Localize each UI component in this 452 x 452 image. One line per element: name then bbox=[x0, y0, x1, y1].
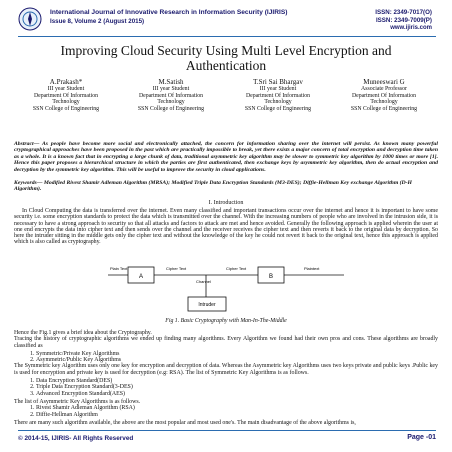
author-name: T.Sri Sai Bhargav bbox=[253, 78, 303, 86]
body-paragraph: The list of Asymmetric Key Algorithms is as follows. bbox=[14, 398, 141, 405]
ijiris-logo-icon bbox=[18, 7, 42, 31]
author-institution: SSN College of Engineering bbox=[244, 105, 312, 112]
section-heading: I. Introduction bbox=[208, 200, 244, 206]
issn-online: ISSN: 2349-7009(P) bbox=[375, 17, 432, 24]
author-dept: Department Of Information bbox=[138, 92, 204, 99]
page-footer bbox=[18, 430, 436, 447]
abstract: Abstract— As people have become more social and electronically attached, the concern for information sharing over the internet will persist. As known many powerful cryptographical approaches have been proposed in the past which are practically impossible to break, yet there exists a major concern of total encryption and decryption time taken as a whole. It is a known fact that in encrypting a large chunk of data, traditional asymmetric key algorithm may be slower to symmetric key algorithm by 1000 times or more [1]. Hence this paper proposes a hierarchical structure in which the parties are first authenticated, then exchange keys by asymmetric key algorithm, then do actual encryption and decryption by the symmetric key algorithm. This will be useful to improve the security in cloud applications. bbox=[14, 141, 438, 173]
list-item: 1. Data Encryption Standard(DES) bbox=[36, 378, 438, 384]
author-dept: Department Of Information bbox=[245, 92, 311, 99]
figure-intruder-label: Intruder bbox=[198, 302, 216, 308]
body-paragraph: Hence the Fig.1 gives a brief idea about the Cryptography. bbox=[14, 330, 152, 336]
journal-website-link[interactable]: www.ijiris.com bbox=[390, 25, 432, 31]
list-item: 1. Symmetric/Private Key Algorithms bbox=[36, 351, 438, 357]
author-dept: Technology bbox=[157, 99, 185, 106]
author-dept: Technology bbox=[370, 99, 398, 106]
author-block bbox=[330, 78, 438, 112]
page-number: Page -01 bbox=[407, 434, 436, 441]
author-name: A.Prakash* bbox=[49, 78, 83, 86]
author-institution: SSN College of Engineering bbox=[32, 105, 100, 112]
symmetric-algorithm-list bbox=[14, 378, 438, 397]
author-block bbox=[12, 78, 120, 112]
figure-box-b-label: B bbox=[268, 274, 274, 280]
figure-caption: Fig 1. Basic Cryptography with Man-In-The-Middle bbox=[165, 318, 287, 324]
list-item: 2. Triple Data Encryption Standard(3-DES) bbox=[36, 384, 438, 390]
journal-header bbox=[18, 6, 436, 37]
figure-label-channel: Channel bbox=[196, 279, 211, 284]
author-name: M.Satish bbox=[158, 78, 184, 86]
figure-label-plaintext: Plaintext bbox=[304, 266, 320, 271]
body-text bbox=[14, 330, 438, 426]
paper-title: Improving Cloud Security Using Multi Level Encryption and Authentication bbox=[60, 43, 392, 73]
journal-issue: Issue 8, Volume 2 (August 2015) bbox=[50, 18, 145, 25]
author-role: III year Student bbox=[152, 86, 190, 92]
body-paragraph: There are many such algorithm available, the above are the most popular and most used one's. The main disadvantage of the above algorithms is, bbox=[14, 419, 356, 426]
figure-label-cipher-text: Cipher Text bbox=[166, 266, 187, 271]
journal-name: International Journal of Innovative Research in Information Security (IJIRIS) bbox=[50, 9, 288, 16]
list-item: 2. Asymmetric/Public Key Algorithms bbox=[36, 357, 438, 363]
author-block bbox=[117, 78, 225, 112]
author-role: III year Student bbox=[47, 86, 85, 92]
body-paragraph: The Symmetric key Algorithm uses only one key for encryption and decryption of data. Whereas the Asymmetric key Algorithms uses two keys private and public keys .Public key is used for encryption and private key is used for decryption (e.g: RSA). The list of Symmetric Key Algorithms is as follows. bbox=[14, 363, 438, 376]
author-dept: Department Of Information bbox=[33, 92, 99, 99]
intro-paragraph: In Cloud Computing the data is transferred over the internet. Even many classified and important transactions occur over the internet and hence it is important to have some security i.e. some encryption standards to protect the data which is transmitted over the channel. With the increasing numbers of people who are involved in the intrusion side, it is necessary to have a strong approach to security so that all attacks and factors to attack are met and hence avoided. Generally the following approach is applied wherein the user at one end encrypts the data into cipher text and then sends over the channel and the receiver receives the cipher text and then reverts it back to the original data by decryption. So here the intruder sitting in the middle gets only the cipher text and without the knowledge of the key he could not revert it back to the original text, hence this approach is applied which is also called as cryptography. bbox=[14, 208, 438, 246]
issn-print: ISSN: 2349-7017(O) bbox=[375, 9, 432, 16]
author-institution: SSN College of Engineering bbox=[350, 105, 418, 112]
author-dept: Technology bbox=[264, 99, 292, 106]
copyright-text: © 2014-15, IJIRIS- All Rights Reserved bbox=[18, 435, 134, 442]
author-block bbox=[224, 78, 332, 112]
list-item: 1. Rivest Shamir Adleman Algorithm (RSA) bbox=[36, 405, 438, 411]
list-item: 2. Diffie-Hellman Algorithm bbox=[36, 412, 438, 418]
figure-label-cipher-text: Cipher Text bbox=[226, 266, 247, 271]
figure-box-a-label: A bbox=[138, 274, 144, 280]
body-paragraph: Tracing the history of cryptographic algorithms we ended up finding many algorithms. Every Algorithm we found had their own pros and cons. These algorithms are broadly classified as bbox=[14, 336, 438, 349]
author-dept: Technology bbox=[52, 99, 80, 106]
cryptography-figure bbox=[108, 259, 344, 317]
figure-label-plain-text: Plain Text bbox=[110, 266, 128, 271]
algorithm-class-list bbox=[14, 351, 438, 364]
author-list bbox=[12, 78, 440, 138]
list-item: 3. Advanced Encryption Standard(AES) bbox=[36, 391, 438, 397]
author-institution: SSN College of Engineering bbox=[137, 105, 205, 112]
author-role: Associate Professor bbox=[361, 86, 407, 92]
author-dept: Department Of Information bbox=[351, 92, 417, 99]
author-name: Muneeswari G bbox=[363, 78, 405, 86]
author-role: III year Student bbox=[259, 86, 297, 92]
asymmetric-algorithm-list bbox=[14, 405, 438, 418]
keywords: Keywords— Modified Rivest Shamir Adleman Algorithm (MRSA); Modified Triple Data Encryption Standards (M3-DES); Diffie-Hellman Key exchange Algorithm (D-H Algorithm). bbox=[14, 180, 412, 193]
